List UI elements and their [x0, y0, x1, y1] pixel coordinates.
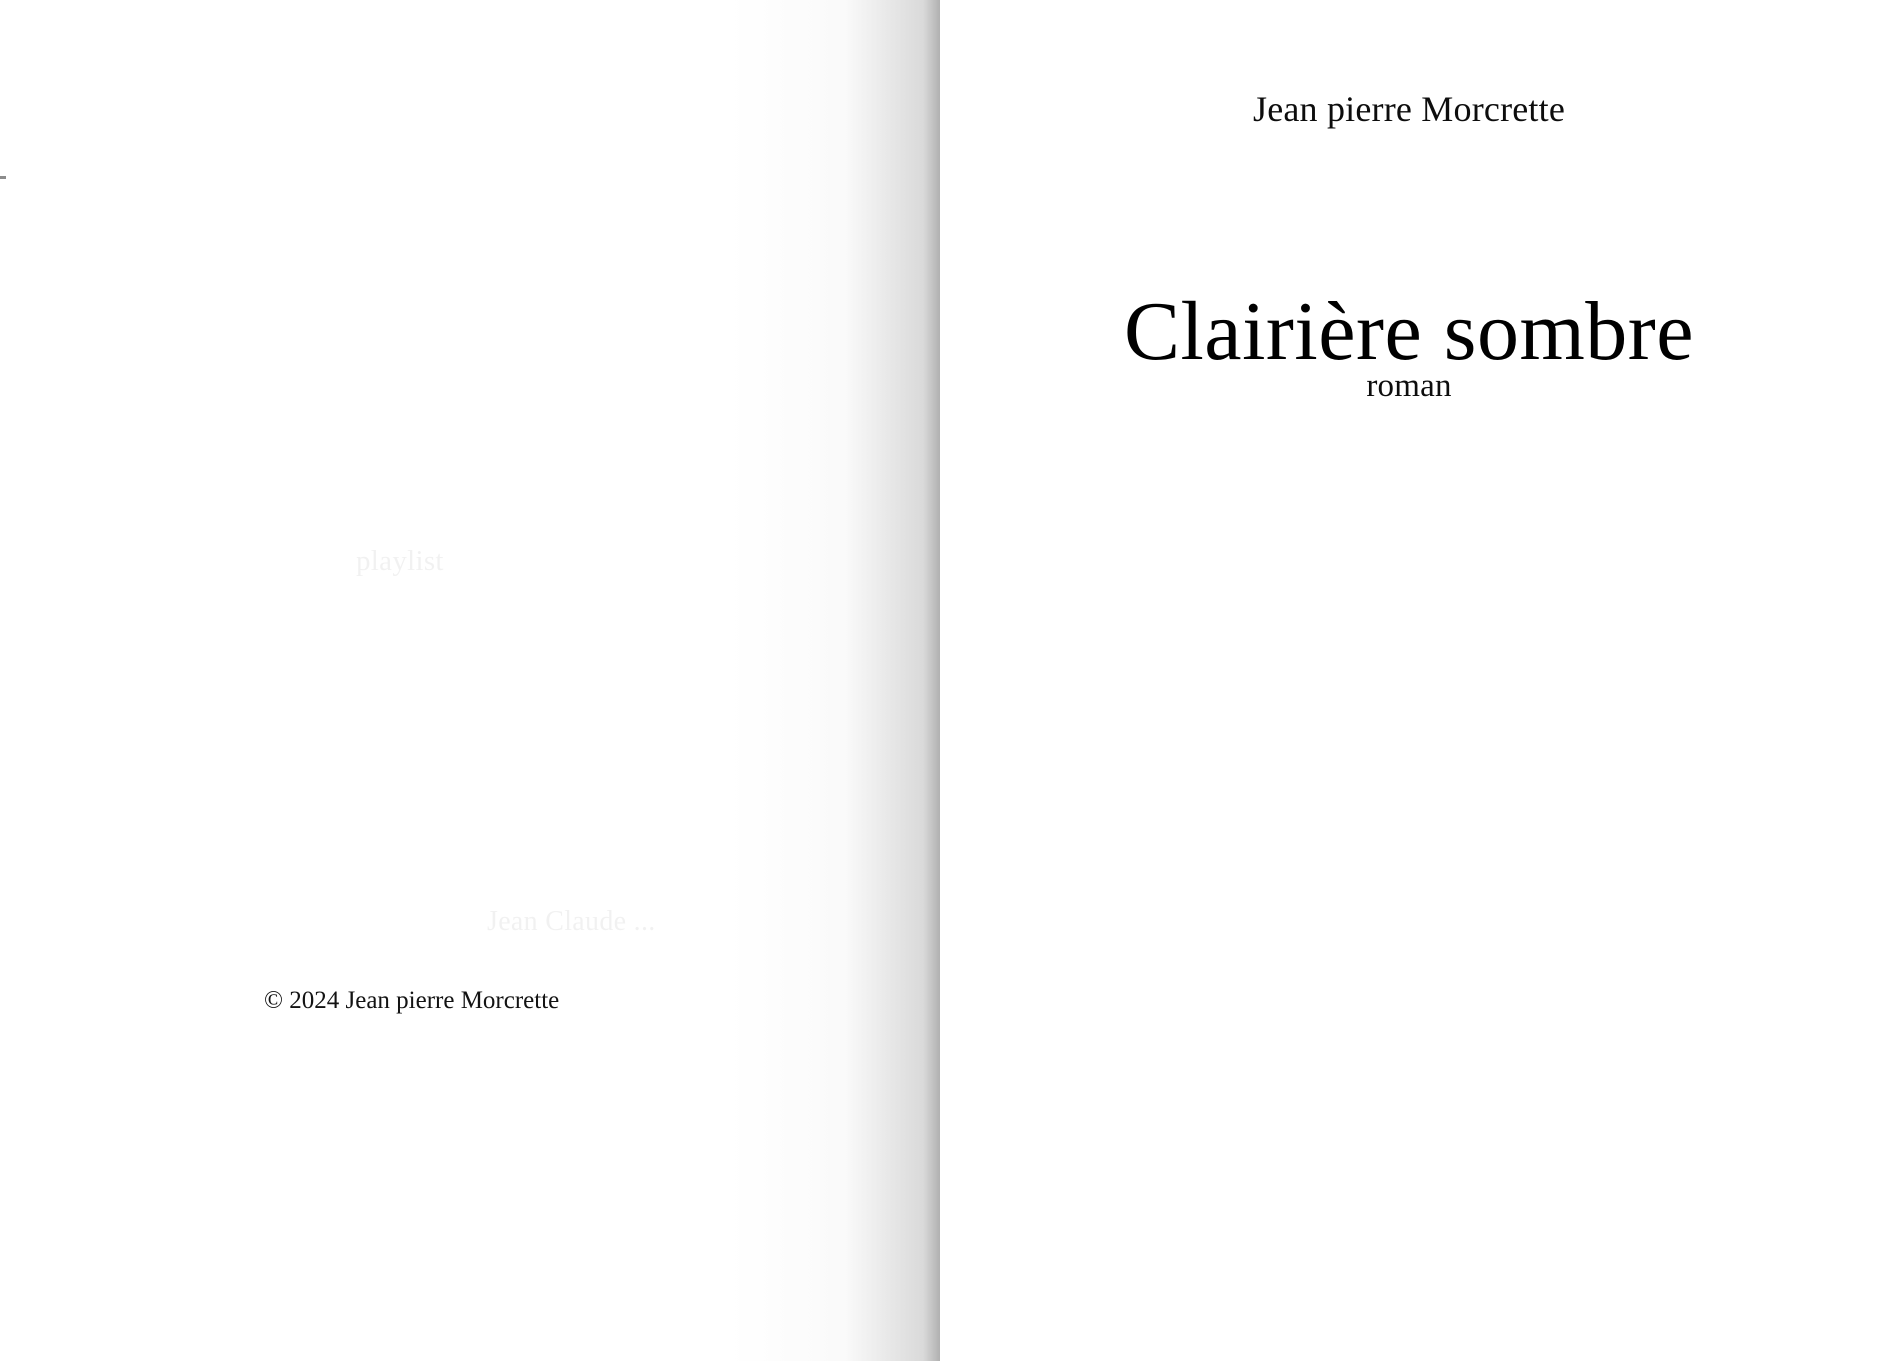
gutter-shading — [730, 0, 940, 1361]
author-name: Jean pierre Morcrette — [1252, 89, 1566, 129]
book-subtitle: roman — [1366, 368, 1452, 404]
ghost-text-author: Jean Claude ... — [487, 906, 656, 937]
book-title: Clairière sombre — [1123, 285, 1695, 379]
ghost-text-playlist: playlist — [356, 545, 444, 577]
right-page — [940, 0, 1878, 1361]
copyright-notice: © 2024 Jean pierre Morcrette — [264, 987, 560, 1014]
page-edge-mark — [0, 176, 6, 179]
